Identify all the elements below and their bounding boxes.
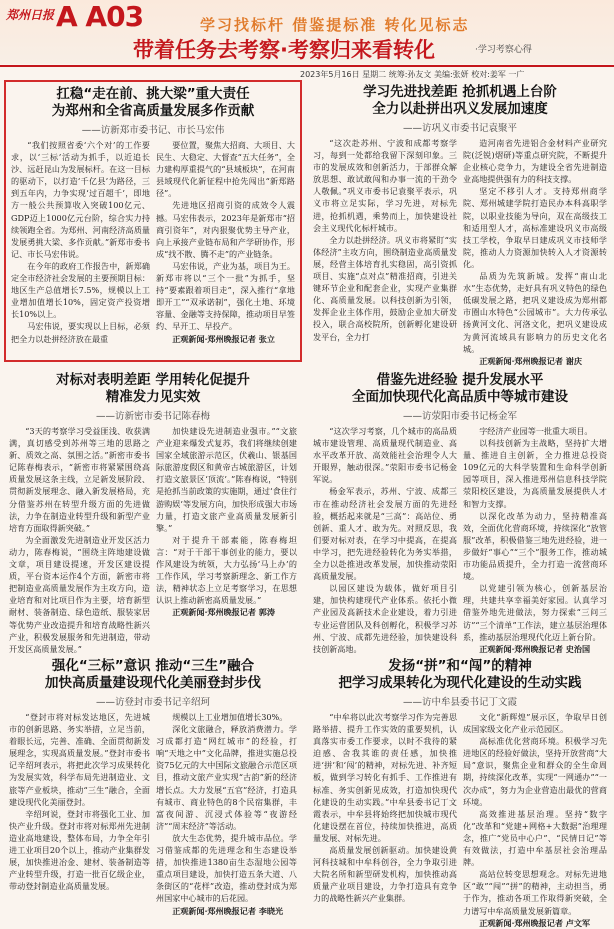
paragraph: 坚定不移引人才。支持郑州商学院、郑州城建学院打造民办本科高职学院，以职业技能为导向，双在高级技工和适用型人才，高标准建设巩义市高级技工学校，争取早日建成巩义市技师学院，推动人力资源加快转入人才资源转化。	[463, 186, 607, 269]
article-title-line1: 借鉴先进经验 提升发展水平	[376, 372, 544, 388]
article-author: ——访荥阳市委书记杨金军	[402, 411, 517, 422]
paragraph: 放大生态优势，提升城市品位。学习借鉴成都的先进理念和生态建设举措，加快推进1380亩生态湿地公园等重点项目建设，加快打造五条大道、八条街区的“花样”改造，推动登封成为郑州国家中心城市的后花园。	[156, 832, 297, 904]
article-title-line1: 对标对表明差距 学用转化促提升	[56, 372, 250, 388]
article-column	[9, 711, 150, 917]
page-number: A A03	[56, 0, 144, 33]
paragraph: “这次赴苏州、宁波和成都考察学习，每到一处都给我留下深刻印象。三市的发展成效和创新活力，于部群众解放思想、敢试敢闯和办事一流的干劲令人敬佩。”巩义市委书记袁聚平表示，巩义市将立足实际，学习先进，对标先进，抢抓机遇，乘势而上，加快建设社会主义现代化标杆城市。	[313, 138, 457, 233]
article-column	[9, 425, 150, 655]
article-author: ——访巩义市委书记袁聚平	[402, 123, 517, 134]
article-byline: 正观新闻·郑州晚报记者 卢文军	[479, 917, 591, 928]
header-rule	[0, 65, 614, 67]
dateline: 2023年5月16日 星期二 统筹:孙友文 美编:张妍 校对:姜军 一广	[300, 70, 525, 79]
newspaper-logo: 郑州日报	[6, 8, 55, 22]
paragraph: “登封市将对标发达地区，先进城市的创新思路、务实举措，立足当前，着眼长远，完善、准确、全面贯彻新发展理念，实现高质量发展。”登封市委书记辛绍珂表示，将把此次学习成果转化为发展实效，科学布局先进制造业、文旅等产业板块，推动“三生”融合，全面建设现代化美丽登封。	[9, 712, 150, 807]
article-byline: 正观新闻·郑州晚报记者 史治国	[479, 643, 591, 654]
paragraph: 马宏伟说，产业为基，项目为王。新郑市将以“三个一批”为抓手，坚持“要素跟着项目走”，深入推行“拿地即开工”“双承诺制”，强化土地、环境容量、金融等支持保障，推动项目早签约、早开工、早投产。	[156, 260, 295, 332]
article-author: ——访新密市委书记陈春梅	[95, 411, 210, 422]
article-column	[156, 425, 297, 655]
article-column	[11, 139, 150, 345]
paragraph: 字经济产业园等一批重大项目。	[479, 426, 593, 436]
paragraph: “这次学习考察，几个城市的高品质城市建设管理、高质量现代制造业、高水平改革开放、高效能社会治理令人大开眼界，触动很深。”荥阳市委书记杨金军说。	[313, 426, 457, 485]
article-title-line1: 扛稳“走在前、挑大梁”重大责任	[56, 86, 250, 102]
article-dengfeng	[4, 654, 302, 922]
article-author: ——访中牟县委书记丁文霞	[402, 697, 517, 708]
article-title-line2: 精准发力见实效	[105, 389, 201, 405]
article-zhongmu	[310, 654, 610, 928]
masthead	[0, 0, 614, 64]
article-byline: 正观新闻·郑州晚报记者 郭涛	[172, 607, 275, 618]
paragraph: 以党建引领为核心，创新基层治理，共建共享幸福美好家园。认真学习借鉴外地先进做法，努力探索“三问三访”“三个清单”工作法，建立基层治理体系，推动基层治理现代化迈上新台阶。	[463, 583, 607, 642]
section-badge: ·学习考察心得	[475, 45, 532, 55]
paragraph: “3天的考察学习受益匪浅、收获满满，真切感受到苏州等三地的思路之新、质效之高、氛围之活。”新密市委书记陈春梅表示，“新密市将紧紧围绕高质量发展这条主线，立足新发展阶段、贯彻新发展理念、融入新发展格局，充分借鉴苏州在转型升级方面的先进做法，力争在制造业转型升级和新型产业培育方面取得新突破。”	[9, 426, 150, 533]
paragraph: 全力以赴拼经济。巩义市将紧盯“实体经济”主攻方向，围绕制造业高质量发展，经营主体培育扎实稳固，高引资抓项目、实施“点对点”精准招商，引进关键环节企业和配套企业，实现产业集群化、高质量发展。以科技创新为引领，发挥企业主体作用，鼓励企业加大研发投入，联合高校院所，创新孵化建设研发平台，全力打	[313, 234, 457, 342]
paragraph: “我们按照省委‘六个对’的工作要求，以‘三标’活动为抓手，以近追长沙、远赶昆山为发展标杆。在这一目标的驱动下，以打造‘千亿县’为路径，三到五年内，力争实现‘过百超千’，即地方一般公共预算收入突破100亿元、GDP迈上1000亿元台阶，综合实力持续领跑全省。为郑州、河南经济高质量发展勇挑大梁、多作贡献。”新郑市委书记、市长马宏伟说。	[11, 140, 150, 259]
article-title-line2: 为郑州和全省高质量发展多作贡献	[51, 103, 255, 119]
paragraph: 以深化改革为动力，坚持精准高效，全面优化营商环境，持续深化“放管服”改革，积极借鉴三地先进经验，进一步做好“事心”“三个”服务工作，推动城市功能品质提升，全力打造一流营商环境。	[463, 510, 607, 582]
article-author: ——访登封市委书记辛绍珂	[95, 697, 210, 708]
article-column	[313, 137, 457, 367]
article-xinzheng	[4, 80, 302, 362]
paragraph: 品质为先筑新城。发挥“南山北水”生态优势，走好具有巩义特色的绿色低碳发展之路，把巩义建设成为郑州都市圈山水特色“公园城市”。大力传承弘扬黄河文化、河洛文化，把巩义建设成为黄河流域具有影响力的历史文化名城。	[463, 271, 607, 354]
article-column	[313, 711, 457, 929]
paragraph: 在今年的政府工作报告中，新郑确定全市经济社会发展的主要预期目标：地区生产总值增长7.5%，规模以上工业增加值增长10%，固定资产投资增长10%以上。	[11, 260, 150, 320]
paragraph: “中牟将以此次考察学习作为完善思路举措、提升工作实效的重要契机，认真落实市委工作要求，以时不我待的紧迫感、舍我其谁的责任感，加快推进‘拼’和‘闯’的精神，对标先进、补齐短板，做到学习转化有抓手、工作推进有标准、务实创新见成效，打造加快现代化建设的生动实践。”中牟县委书记丁文霞表示，中牟县将始终把加快城市现代化建设摆在首位，持续加快推进，高质量发展、对标先进。	[313, 712, 457, 843]
paragraph: 辛绍珂说，登封市将强化工业、加快产业升级。登封市将对标郑州先进制造业高地建设，整体布局，力争全年引进工业项目20个以上，推动产业集群发展，加快推进冶金、建材、装备制造等产业转型升级，打造一批百亿级企业，带动登封制造业高质量发展。	[9, 808, 150, 892]
article-title-line1: 发扬“拼”和“闯”的精神	[388, 658, 532, 674]
article-column	[463, 425, 607, 655]
article-title-line2: 全面加快现代化高品质中等城市建设	[352, 389, 568, 405]
paragraph: 深化文旅融合，释放消费潜力。学习成都打造“网红城市”的经验，打响“天地之中”文化品牌，推进实施总投资75亿元的大中国际文旅融合示范区项目，推动文旅产业实现“古韵”新的经济增长点。大力发展“五官”经济，打造具有城市、商业特色的8个民宿集群，丰富夜间游、沉浸式体验等“夜游经济”“周末经济”等活动。	[156, 724, 297, 831]
paragraph: 造河南省先进铝合金材料产业研究院(泛锐)熠研)等重点研究院，不断提升企业核心竞争力，为建设全省先进制造业高地提供强有力的科技支撑。	[463, 138, 607, 185]
paragraph: 高标准优化营商环境。积极学习先进地区的经验好做法，坚持开放营商“大局”意识，聚焦企业和群众的全生命周期，持续深化改革，实现“一网通办”“一次办成”，努力为企业营造出最优的营商环境。	[463, 736, 607, 807]
article-xingyang	[310, 368, 610, 654]
article-column	[156, 139, 295, 345]
paragraph: 高效推进基层治理。坚持“数字化”改革和“党建+网格+大数据”治理理念，推广“党员中心户”、“民情日记”等有效做法，打造中牟基层社会治理品牌。	[463, 808, 607, 868]
paragraph: 杨金军表示，苏州、宁波、成都三市在推动经济社会发展方面的先进经验，概括起来就是“三高”：高站位、勇创新、重人才、敢为先。对照反思，我们要对标对表，在学习中提高，在提高中学习，把先进经验转化为务实举措，全力以赴推进改革发展，加快推动荥阳高质量发展。	[313, 486, 457, 582]
article-author: ——访新郑市委书记、市长马宏伟	[81, 125, 225, 136]
article-column	[156, 711, 297, 917]
slogan-top: 学习找标杆 借鉴提标准 转化见标志	[200, 16, 470, 34]
article-title-line2: 加快高质量建设现代化美丽登封步伐	[45, 675, 261, 691]
paragraph: 高站位转变思想观念。对标先进地区“敢”“闯”“拼”的精神，主动担当，勇于作为，推动各项工作取得新突破，全力谱写中牟高质量发展新篇章。	[463, 869, 607, 916]
article-column	[463, 137, 607, 367]
article-column	[463, 711, 607, 929]
article-title-line2: 全力以赴拼出巩义发展加速度	[372, 101, 548, 117]
paragraph: 高质量发展创新驱动。加快建设黄河科技城和中牟科创谷，全力争取引进大院名所和新型研发机构，加快推动高质量产业项目建设，力争打造具有竞争力的战略性新兴产业集群。	[313, 845, 457, 904]
paragraph: 加快建设先进制造业强市。”“文旅产业迎来爆发式复苏，我们将继续创建国家全域旅游示范区，伏羲山、银基国际旅游度假区和黄帝古城旅游区，计划打造文旅景区‘顶流’。”陈春梅说，“特别是抢抓当前政策的实施期，通过‘食住行游购娱’等发展方向，加快形成强大市场力量，打造文旅产业高质量发展新引擎。”	[156, 426, 297, 533]
paragraph: 以园区建设为载体，做好项目引建，加快构建现代产业体系。依托小微产业园及高新技术企业建设，着力引进专业运营团队及科创孵化，积极学习苏州、宁波、成都先进经验，加快建设科技创新高地。	[313, 583, 457, 654]
slogan-main: 带着任务去考察·考察归来看转化	[133, 38, 435, 62]
paragraph: 为全面激发先进制造业开发区活力动力，陈春梅说，“围绕主阵地建设做文章，项目建设提速，开发区建设提质，平台资本运作4个方面，新密市将把制造业高质量发展作为主攻方向，造业培育和对比项目作为主要，培育新型耐材、装备制造、绿色造纸、服装家居等优势产业改造提升和培育战略性新兴产业，积极发展服务和先进制造，带动开发区高质量发展。”	[9, 534, 150, 654]
paragraph: 对于提升干部素能，陈春梅坦言：“对于干部干事创业的能力，要以作风建设为统领，大力弘扬‘马上办’的工作作风，学习考察新理念、新工作方法，精神状态上立足考察学习，在思想认识上推动新密高质量发展。”	[156, 534, 297, 606]
article-title-line2: 把学习成果转化为现代化建设的生动实践	[338, 675, 582, 691]
article-byline: 正观新闻·郑州晚报记者 张立	[172, 333, 275, 344]
article-byline: 正观新闻·郑州晚报记者 谢庆	[479, 355, 582, 366]
paragraph: 先进地区招商引资的成效令人震撼。马宏伟表示，2023年是新郑市“招商引资年”，对内狠聚优势主导产业，向上承接产业链布局和产学研协作，形成“找不散、腾不走”的产业链条。	[156, 200, 295, 259]
article-column	[313, 425, 457, 655]
article-title-line1: 强化“三标”意识 推动“三生”融合	[51, 658, 255, 674]
paragraph: 规模以上工业增加值增长30%。	[172, 712, 288, 722]
paragraph: 以科技创新为主战略，坚持扩大增量、推进自主创新，全力推进总投资109亿元的大科学装置和生命科学创新园等项目，深入推进郑州信息科技学院荥阳校区建设，为高质量发展提供人才和智力支撑。	[463, 438, 607, 509]
paragraph: 马宏伟说，要实现以上目标，必须把全力以赴拼经济放在最重	[11, 321, 150, 344]
article-xinmi	[4, 368, 302, 654]
article-title-line1: 学习先进找差距 抢抓机遇上台阶	[363, 84, 557, 100]
article-byline: 正观新闻·郑州晚报记者 李晓光	[172, 905, 284, 916]
article-gongyi	[310, 80, 610, 366]
paragraph: 要位置，聚焦大招商、大项目、大民生、大稳定、大督查“五大任务”，全力建构厚重提气的“县域板块”，在河南县域现代化新征程中抢先闯出“新郑路径”。	[156, 140, 295, 199]
paragraph: 文化“新辉煌”展示区，争取早日创成国家级文化产业示范园区。	[463, 712, 607, 735]
